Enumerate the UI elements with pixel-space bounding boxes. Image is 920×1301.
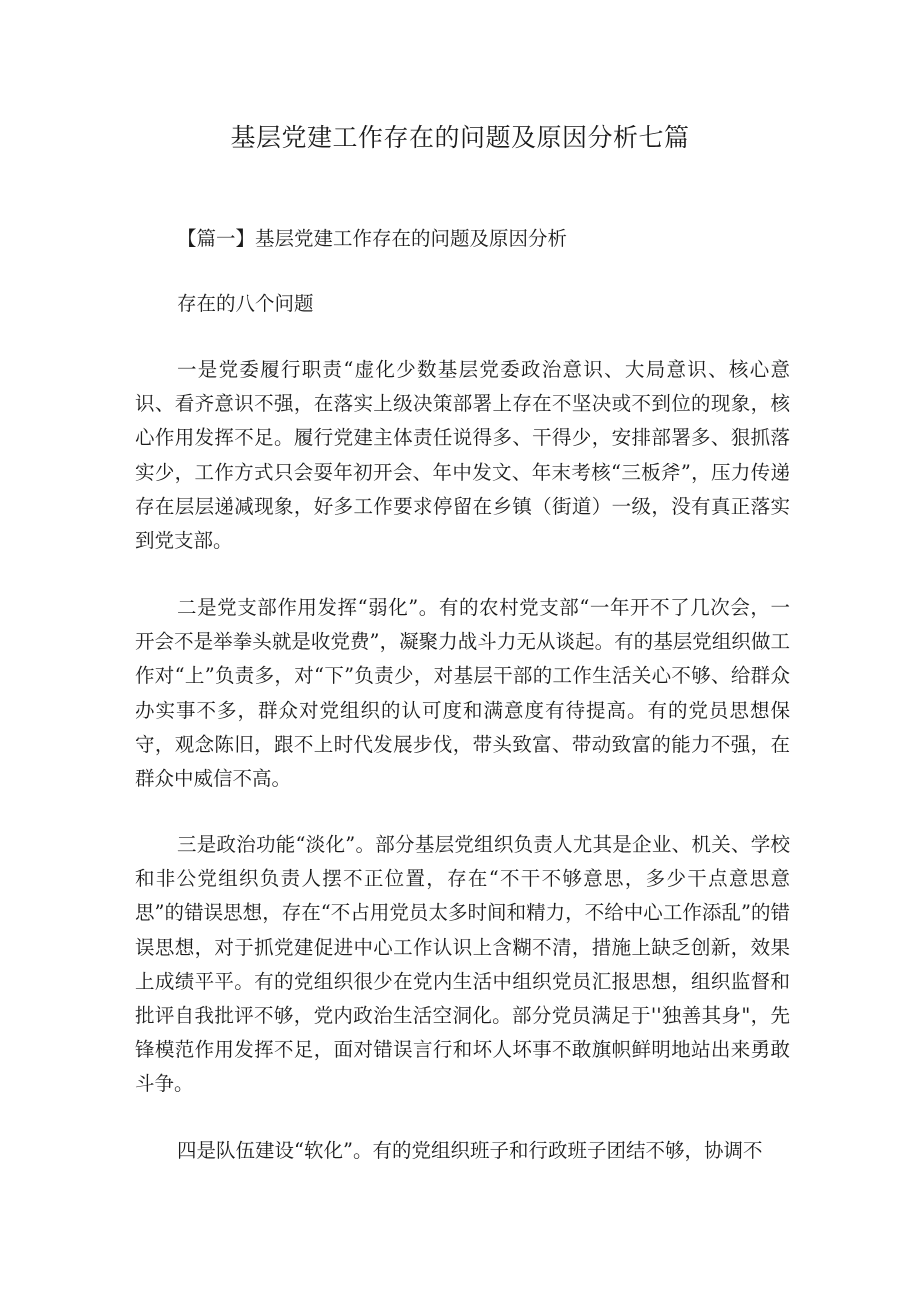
article-subheading: 【篇一】基层党建工作存在的问题及原因分析	[177, 227, 568, 250]
paragraph-2: 二是党支部作用发挥“弱化”。有的农村党支部“一年开不了几次会，一开会不是举拳头就是收党费”，凝聚力战斗力无从谈起。有的基层党组织做工作对“上”负责多，对“下”负责少，对基层干部的工作生活关心不够、给群众办实事不多，群众对党组织的认可度和满意度有待提高。有的党员思想保守，观念陈旧，跟不上时代发展步伐，带头致富、带动致富的能力不强，在群众中威信不高。	[135, 596, 790, 791]
paragraph-4: 四是队伍建设“软化”。有的党组织班子和行政班子团结不够，协调不	[177, 1139, 763, 1162]
section-label: 存在的八个问题	[177, 292, 314, 315]
paragraph-3: 三是政治功能“淡化”。部分基层党组织负责人尤其是企业、机关、学校和非公党组织负责人摆不正位置，存在“不干不够意思，多少干点意思意思”的错误思想，存在“不占用党员太多时间和精力，不给中心工作添乱”的错误思想，对于抓党建促进中心工作认识上含糊不清，措施上缺乏创新，效果上成绩平平。有的党组织很少在党内生活中组织党员汇报思想，组织监督和批评自我批评不够，党内政治生活空洞化。部分党员满足于''独善其身"，先锋模范作用发挥不足，面对错误言行和坏人坏事不敢旗帜鲜明地站出来勇敢斗争。	[135, 833, 790, 1096]
document-title: 基层党建工作存在的问题及原因分析七篇	[230, 123, 690, 152]
paragraph-1: 一是党委履行职责“虚化少数基层党委政治意识、大局意识、核心意识、看齐意识不强，在落实上级决策部署上存在不坚决或不到位的现象，核心作用发挥不足。履行党建主体责任说得多、干得少，安排部署多、狠抓落实少，工作方式只会耍年初开会、年中发文、年末考核“三板斧”，压力传递存在层层递减现象，好多工作要求停留在乡镇（街道）一级，没有真正落实到党支部。	[135, 358, 790, 553]
